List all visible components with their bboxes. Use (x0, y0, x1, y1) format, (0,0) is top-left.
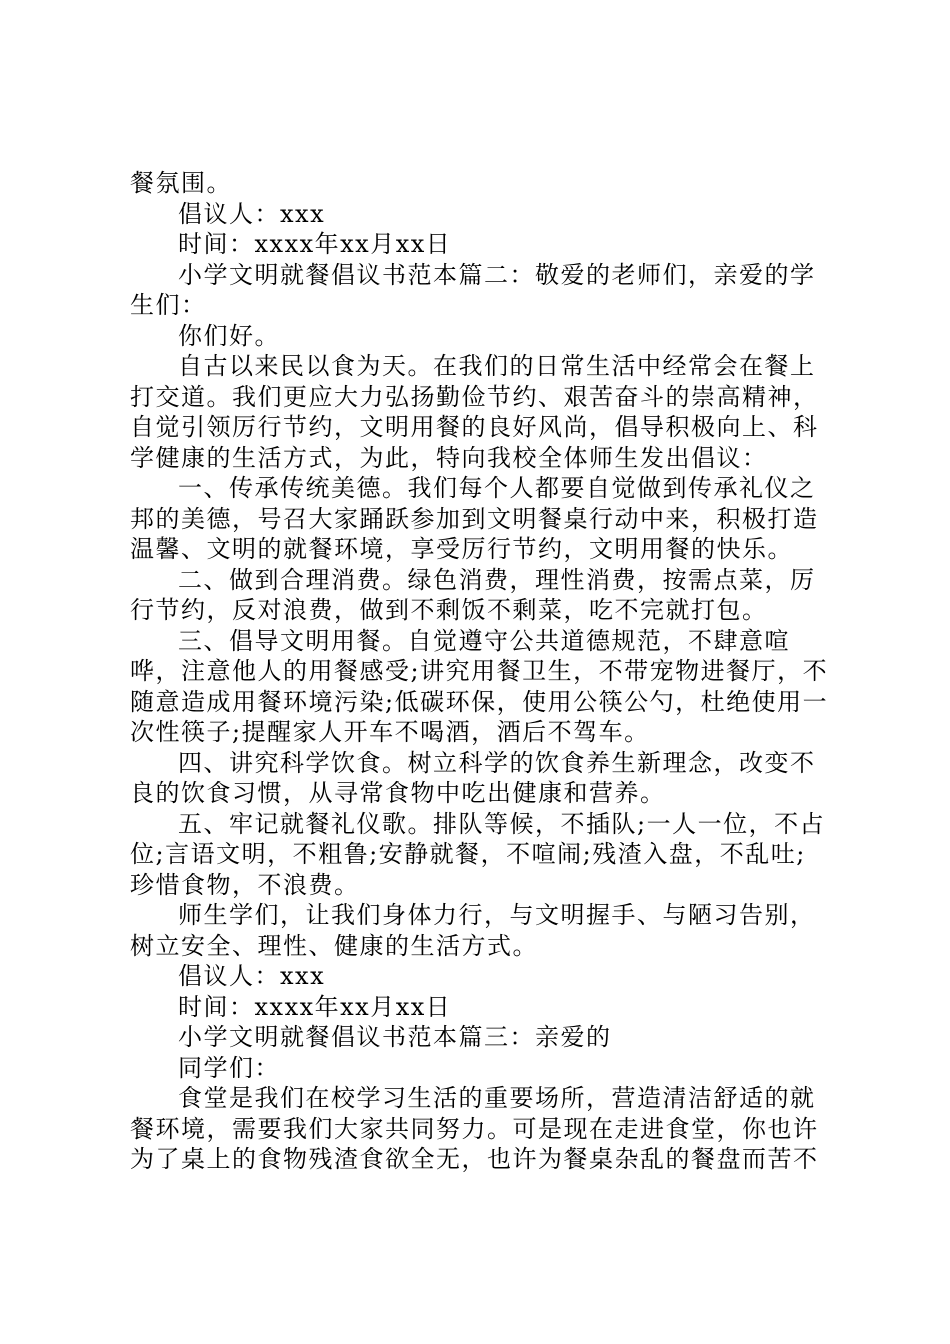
paragraph-10: 五、牢记就餐礼仪歌。排队等候，不插队;一人一位，不占位;言语文明，不粗鲁;安静就餐，不喧闹;残渣入盘，不乱吐;珍惜食物，不浪费。 (130, 809, 826, 899)
paragraph-16: 食堂是我们在校学习生活的重要场所，营造清洁舒适的就餐环境，需要我们大家共同努力。可是现在走进食堂，你也许为了桌上的食物残渣食欲全无，也许为餐桌杂乱的餐盘而苦不 (130, 1084, 819, 1173)
paragraph-4-greeting: 你们好。 (178, 321, 280, 350)
paragraph-0: 餐氛围。 (130, 169, 232, 197)
paragraph-13-date: 时间：xxxx年xx月xx日 (178, 992, 452, 1021)
paragraph-7: 二、做到合理消费。绿色消费，理性消费，按需点菜，厉行节约，反对浪费，做到不剩饭不剩菜，吃不完就打包。 (130, 565, 816, 624)
paragraph-5: 自古以来民以食为天。在我们的日常生活中经常会在餐上打交道。我们更应大力弘扬勤俭节约、艰苦奋斗的崇高精神，自觉引领厉行节约，文明用餐的良好风尚，倡导积极向上、科学健康的生活方式，为此，特向我校全体师生发出倡议： (130, 352, 819, 472)
paragraph-1-signer: 倡议人：xxx (178, 199, 326, 228)
paragraph-6: 一、传承传统美德。我们每个人都要自觉做到传承礼仪之邦的美德，号召大家踊跃参加到文明餐桌行动中来，积极打造温馨、文明的就餐环境，享受厉行节约，文明用餐的快乐。 (130, 474, 819, 563)
paragraph-15-greeting: 同学们： (178, 1053, 280, 1082)
paragraph-2-date: 时间：xxxx年xx月xx日 (178, 230, 452, 258)
paragraph-8: 三、倡导文明用餐。自觉遵守公共道德规范，不肆意喧哗，注意他人的用餐感受;讲究用餐卫生，不带宠物进餐厅，不随意造成用餐环境污染;低碳环保，使用公筷公勺，杜绝使用一次性筷子;提醒家人开车不喝酒，酒后不驾车。 (130, 626, 829, 746)
paragraph-3-heading: 小学文明就餐倡议书范本篇二：敬爱的老师们，亲爱的学生们： (130, 260, 816, 319)
paragraph-9: 四、讲究科学饮食。树立科学的饮食养生新理念，改变不良的饮食习惯，从寻常食物中吃出健康和营养。 (130, 748, 816, 807)
paragraph-12-signer: 倡议人：xxx (178, 962, 326, 990)
paragraph-11: 师生学们，让我们身体力行，与文明握手、与陋习告别，树立安全、理性、健康的生活方式。 (130, 901, 816, 960)
paragraph-14-heading: 小学文明就餐倡议书范本篇三：亲爱的 (178, 1023, 612, 1051)
document-body (130, 168, 830, 1175)
